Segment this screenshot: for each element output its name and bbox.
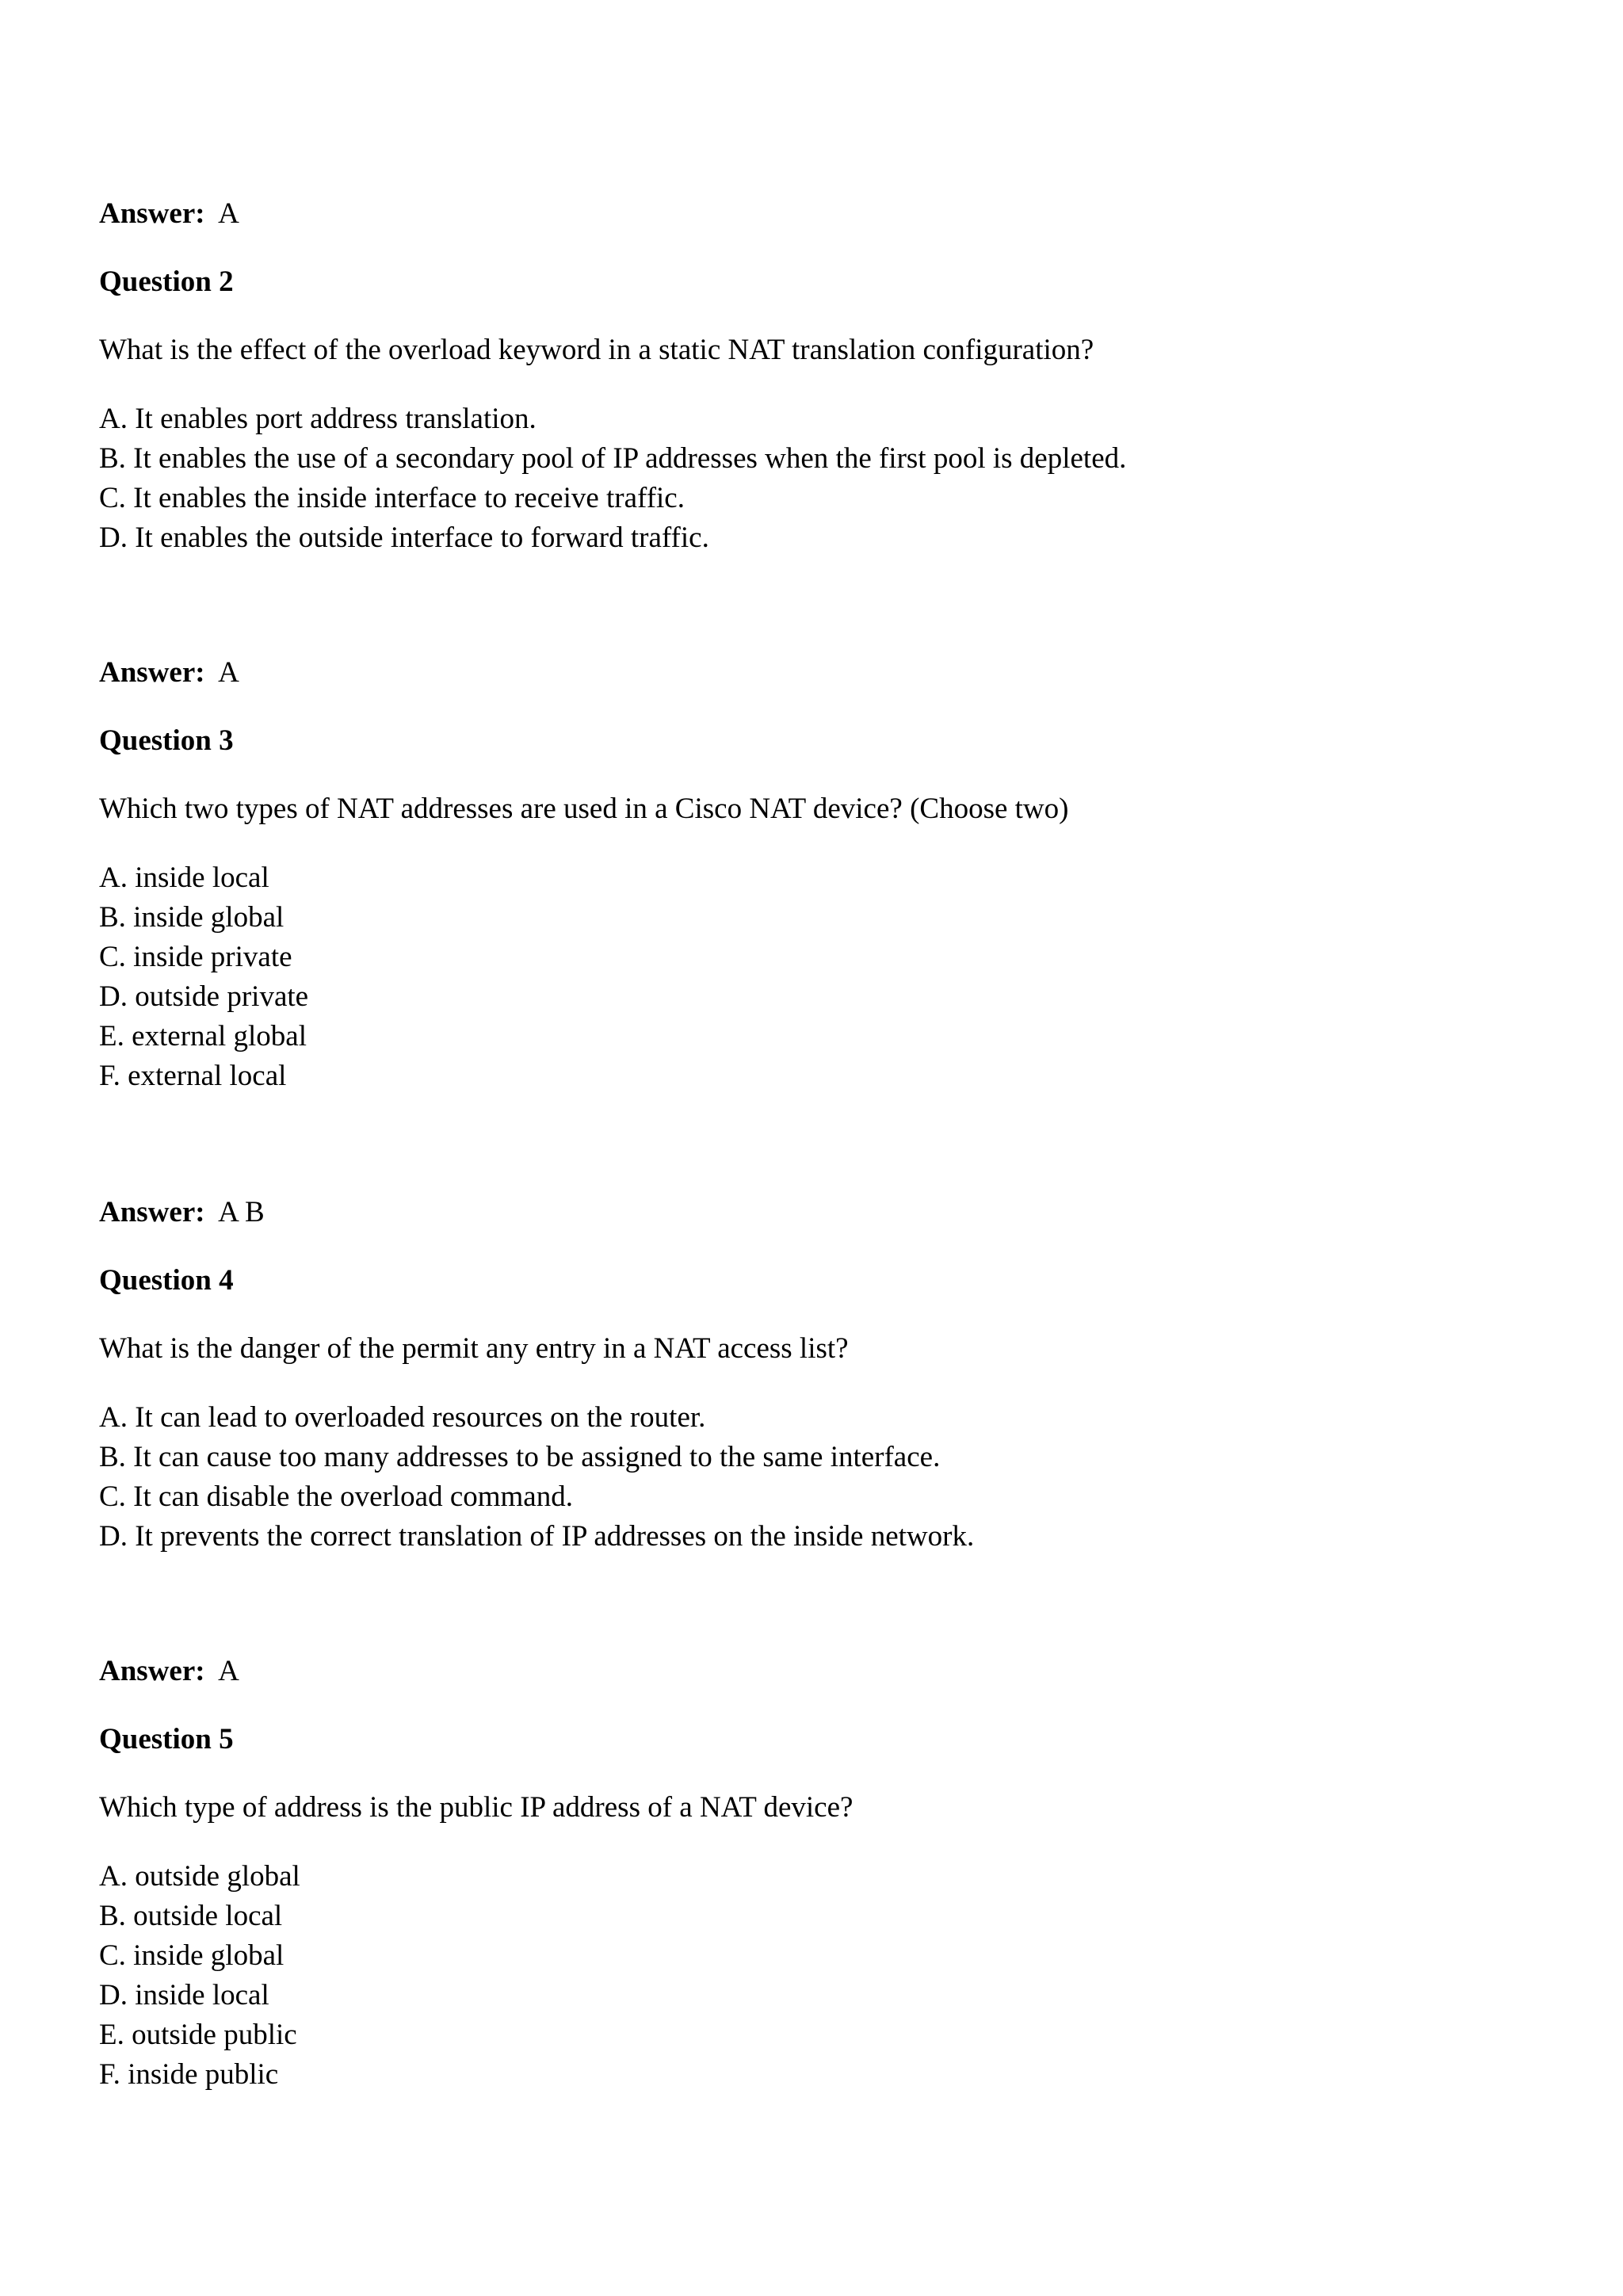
answer-line xyxy=(99,1654,239,1689)
option-item: E. external global xyxy=(99,1020,307,1052)
question-title: Question 2 xyxy=(99,266,234,298)
answer-value: A xyxy=(218,1655,239,1687)
question-title: Question 3 xyxy=(99,724,234,757)
question-title: Question 5 xyxy=(99,1723,234,1755)
question-prompt: Which two types of NAT addresses are used in a Cisco NAT device? (Choose two) xyxy=(99,793,1069,825)
answer-value: A xyxy=(218,197,239,230)
answer-label: Answer: xyxy=(99,1196,205,1228)
answer-line xyxy=(99,1195,265,1230)
answer-value: A xyxy=(218,656,239,689)
answer-label: Answer: xyxy=(99,656,205,689)
option-item: A. It enables port address translation. xyxy=(99,403,537,435)
question-title: Question 4 xyxy=(99,1264,234,1297)
option-item: A. It can lead to overloaded resources on the router. xyxy=(99,1401,706,1434)
option-item: D. It prevents the correct translation of IP addresses on the inside network. xyxy=(99,1520,975,1553)
option-item: E. outside public xyxy=(99,2019,297,2051)
option-item: C. It enables the inside interface to receive traffic. xyxy=(99,482,685,514)
answer-line xyxy=(99,655,239,690)
option-item: C. inside global xyxy=(99,1939,285,1972)
question-prompt: Which type of address is the public IP address of a NAT device? xyxy=(99,1791,854,1824)
option-item: B. outside local xyxy=(99,1900,283,1932)
answer-label: Answer: xyxy=(99,1655,205,1687)
option-item: F. external local xyxy=(99,1060,287,1092)
option-item: D. It enables the outside interface to forward traffic. xyxy=(99,521,709,554)
answer-line xyxy=(99,197,239,231)
option-item: F. inside public xyxy=(99,2058,279,2091)
option-item: A. outside global xyxy=(99,1860,300,1893)
question-prompt: What is the effect of the overload keyword in a static NAT translation configuration? xyxy=(99,334,1094,366)
option-item: B. inside global xyxy=(99,901,285,934)
option-item: C. It can disable the overload command. xyxy=(99,1480,573,1513)
question-prompt: What is the danger of the permit any entry in a NAT access list? xyxy=(99,1332,849,1365)
option-item: D. outside private xyxy=(99,980,309,1013)
option-item: C. inside private xyxy=(99,941,292,973)
option-item: B. It enables the use of a secondary pool of IP addresses when the first pool is depleted. xyxy=(99,442,1127,475)
answer-value: A B xyxy=(218,1196,265,1228)
option-item: A. inside local xyxy=(99,861,269,894)
option-item: B. It can cause too many addresses to be assigned to the same interface. xyxy=(99,1441,941,1473)
answer-label: Answer: xyxy=(99,197,205,230)
option-item: D. inside local xyxy=(99,1979,269,2011)
